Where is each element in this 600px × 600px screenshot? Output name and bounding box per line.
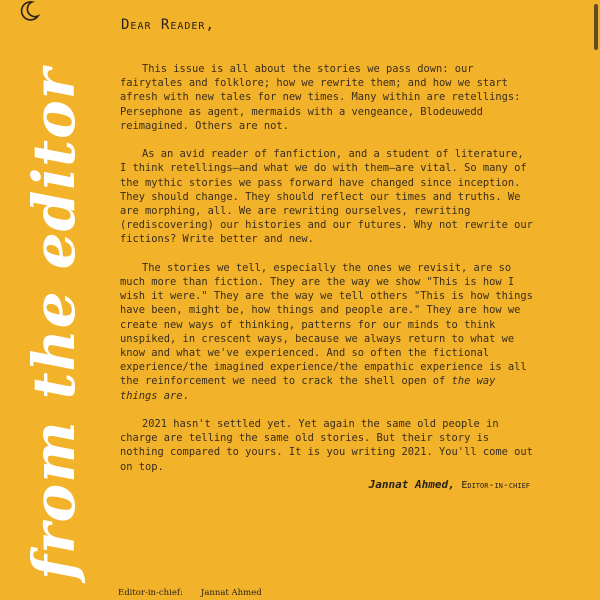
paragraph-3-text: The stories we tell, especially the ones we revisit, are so much more than fiction. They are the way we show "This is how I wish it were." They are the way we tell others "This is how things have been, might be, how things and people are." They are how we create new ways of thinking, patterns for our minds to think unspiked, in crescent ways, because we always return to what we know and what we've experienced. And so often the fictional experience/the imagined experience/the empathic experience is all the reinforcement we need to crack the shell open of — [120, 261, 533, 388]
letter-body — [120, 62, 535, 488]
paragraph-2: As an avid reader of fanfiction, and a student of literature, I think retellings—and what we do with them—are vital. So many of the mythic stories we pass forward have changed since inception. They should change. They should reflect our times and truths. We are morphing, all. We are rewriting ourselves, rewriting (rediscovering) our histories and our futures. Why not rewrite our fictions? Write better and new. — [120, 148, 533, 246]
scrollbar[interactable] — [594, 4, 598, 50]
signature — [369, 478, 530, 491]
paragraph-4: 2021 hasn't settled yet. Yet again the same old people in charge are telling the same old stories. But their story is nothing compared to yours. It is you writing 2021. You'll come out on top. — [120, 418, 533, 473]
vertical-title: from the editor — [20, 67, 88, 580]
crescent-moon-icon — [18, 0, 40, 22]
paragraph-1: This issue is all about the stories we pass down: our fairytales and folklore; how we rewrite them; and how we start afresh with new tales for new times. Many within are retellings: Persephone as agent, mermaids with a vengeance, Blodeuwedd reimagined. Others are not. — [120, 63, 521, 132]
masthead-label: Editor-in-chief: — [118, 588, 183, 598]
paragraph-3-end: . — [182, 389, 189, 402]
signature-role: Editor-in-chief — [461, 480, 530, 491]
greeting: Dear Reader, — [121, 17, 215, 33]
signature-name: Jannat Ahmed, — [368, 478, 455, 491]
paragraph-3 — [120, 261, 535, 403]
masthead — [118, 588, 262, 598]
masthead-name: Jannat Ahmed — [200, 588, 262, 598]
paragraph-3-emphasis: the way things are — [120, 375, 496, 402]
